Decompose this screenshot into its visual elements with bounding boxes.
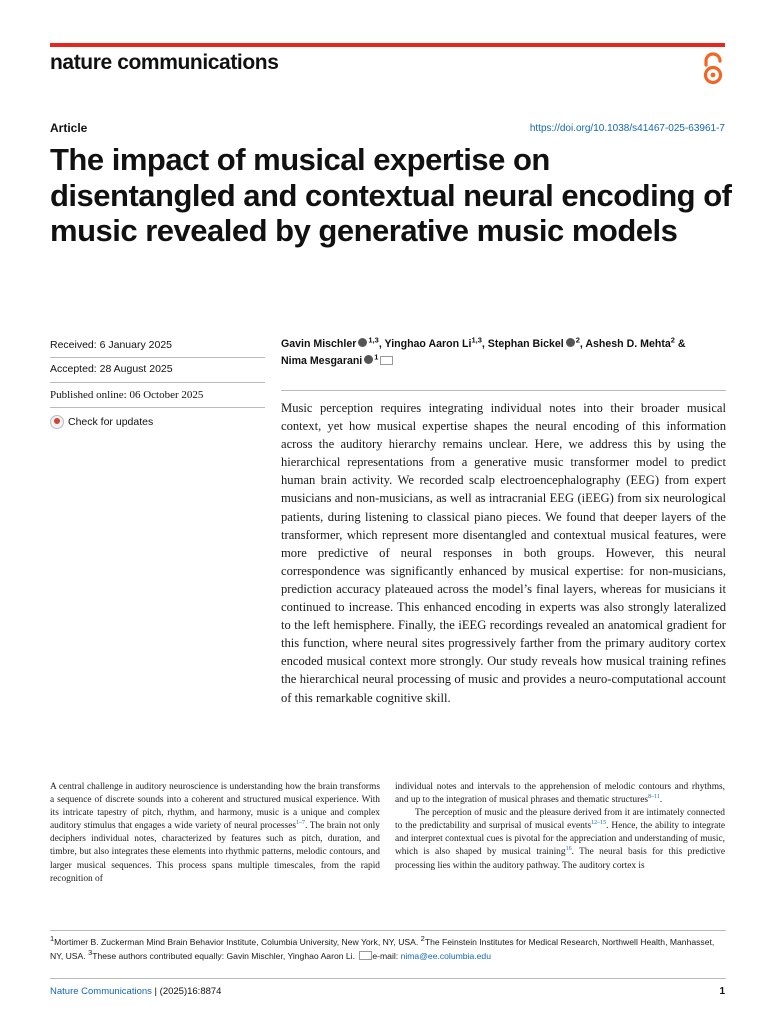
divider xyxy=(281,390,726,391)
open-access-icon xyxy=(700,52,726,86)
header-red-bar xyxy=(50,43,725,47)
doi-link[interactable]: https://doi.org/10.1038/s41467-025-63961-7 xyxy=(529,123,725,134)
citation-link[interactable]: 12–15 xyxy=(591,820,607,827)
citation-link[interactable]: 16 xyxy=(565,846,572,853)
body-column-left xyxy=(50,781,380,886)
page-number: 1 xyxy=(719,986,725,997)
affiliations-footnote: 1Mortimer B. Zuckerman Mind Brain Behavior Institute, Columbia University, New York, NY, USA. 2The Feinstein Institutes for Medical Research, Northwell Health, Manhasset, NY, USA. 3These authors contributed equally: Gavin Mischler, Yinghao Aaron Li. e-mail: nima@ee.columbia.edu xyxy=(50,934,715,961)
citation-link[interactable]: 8–11 xyxy=(648,793,660,800)
divider xyxy=(50,382,265,383)
check-for-updates-label: Check for updates xyxy=(68,416,154,428)
email-icon xyxy=(359,951,372,960)
divider xyxy=(50,357,265,358)
journal-footer-link[interactable]: Nature Communications xyxy=(50,986,152,997)
author[interactable]: Yinghao Aaron Li$^{1,3}$ xyxy=(384,335,482,350)
body-column-right xyxy=(395,781,725,873)
email-icon[interactable] xyxy=(380,356,393,365)
page-footer-citation: Nature Communications | (2025)16:8874 xyxy=(50,986,222,997)
email-link[interactable]: nima@ee.columbia.edu xyxy=(400,951,491,961)
paragraph: individual notes and intervals to the apprehension of melodic contours and rhythms, and up to the integration of musical phrases and thematic structures$^{8-11}$. xyxy=(395,782,725,806)
orcid-icon[interactable] xyxy=(358,338,367,347)
received-date: Received: 6 January 2025 xyxy=(50,339,172,351)
author[interactable]: Stephan Bickel $^2$ xyxy=(487,335,580,350)
orcid-icon[interactable] xyxy=(566,338,575,347)
crossmark-icon xyxy=(50,415,64,429)
published-date: Published online: 06 October 2025 xyxy=(50,389,204,401)
paragraph: A central challenge in auditory neuroscience is understanding how the brain transforms a sequence of discrete sounds into a coherent and structured musical experience. With its intricate tapestry of pitch, rhythm, and harmony, music is a unique and complex auditory stimulus that engages a wide variety of neural processes$^{1-7}$. The brain not only deciphers individual notes, characterized by features such as pitch, duration, and timbre, but also integrates these elements into rhythmic patterns, melodic contours, and larger musical sequences. This process spans multiple timescales, from the rapid recognition of xyxy=(50,782,380,884)
article-type-label: Article xyxy=(50,121,88,135)
divider xyxy=(50,407,265,408)
divider xyxy=(50,930,726,931)
citation-link[interactable]: 1–7 xyxy=(296,820,306,827)
author[interactable]: Gavin Mischler $^{1,3}$ xyxy=(281,335,379,350)
orcid-icon[interactable] xyxy=(364,355,373,364)
journal-name: nature communications xyxy=(50,51,279,74)
accepted-date: Accepted: 28 August 2025 xyxy=(50,363,173,375)
divider xyxy=(50,978,726,979)
author[interactable]: Ashesh D. Mehta$^2$ xyxy=(585,335,675,350)
check-for-updates-button[interactable] xyxy=(50,415,265,429)
author-list: Gavin Mischler $^{1,3}$, Yinghao Aaron Li$^{1,3}$, Stephan Bickel $^2$, Ashesh D. Mehta$^2$ & Nima Mesgarani $^1$ xyxy=(281,335,686,367)
paragraph: The perception of music and the pleasure derived from it are intimately connected to the predictability and surprisal of musical events$^{12-15}$. Hence, the ability to integrate and interpret contextual cues is pivotal for the appreciation and understanding of music, which is also shaped by musical training$^{16}$. The neural basis for this predictive processing lies within the auditory pathway. The auditory cortex is xyxy=(395,808,725,871)
author[interactable]: Nima Mesgarani $^1$ xyxy=(281,352,379,367)
abstract: Music perception requires integrating individual notes into their broader musical context, yet how musical expertise shapes the neural encoding of this information across the auditory hierarchy remains unclear. Here, we address this by using the hierarchical representations from a generative music transformer model to predict human brain activity. We recorded scalp electroencephalography (EEG) from expert musicians and non-musicians, as well as intracranial EEG (iEEG) from six neurological patients, during listening to classical piano pieces. We found that deeper layers of the transformer, which represent more disentangled and contextual musical features, were more predictive of neural responses in both groups. However, this neural correspondence was significantly enhanced by musical expertise: for non-musicians, prediction accuracy plateaued across the model’s final layers, whereas for musicians it continued to increase. This enhanced encoding in experts was also strongly lateralized to the left hemisphere. Finally, the iEEG recordings revealed an anatomical gradient for this function, where neural sites progressively farther from the primary auditory cortex encoded musical context more strongly. Our study reveals how musical training refines the hierarchical neural processing of music and provides a neuro-computational account of this remarkable cognitive skill. xyxy=(281,401,726,705)
article-title: The impact of musical expertise on disentangled and contextual neural encoding of music revealed by generative music models xyxy=(50,142,732,248)
